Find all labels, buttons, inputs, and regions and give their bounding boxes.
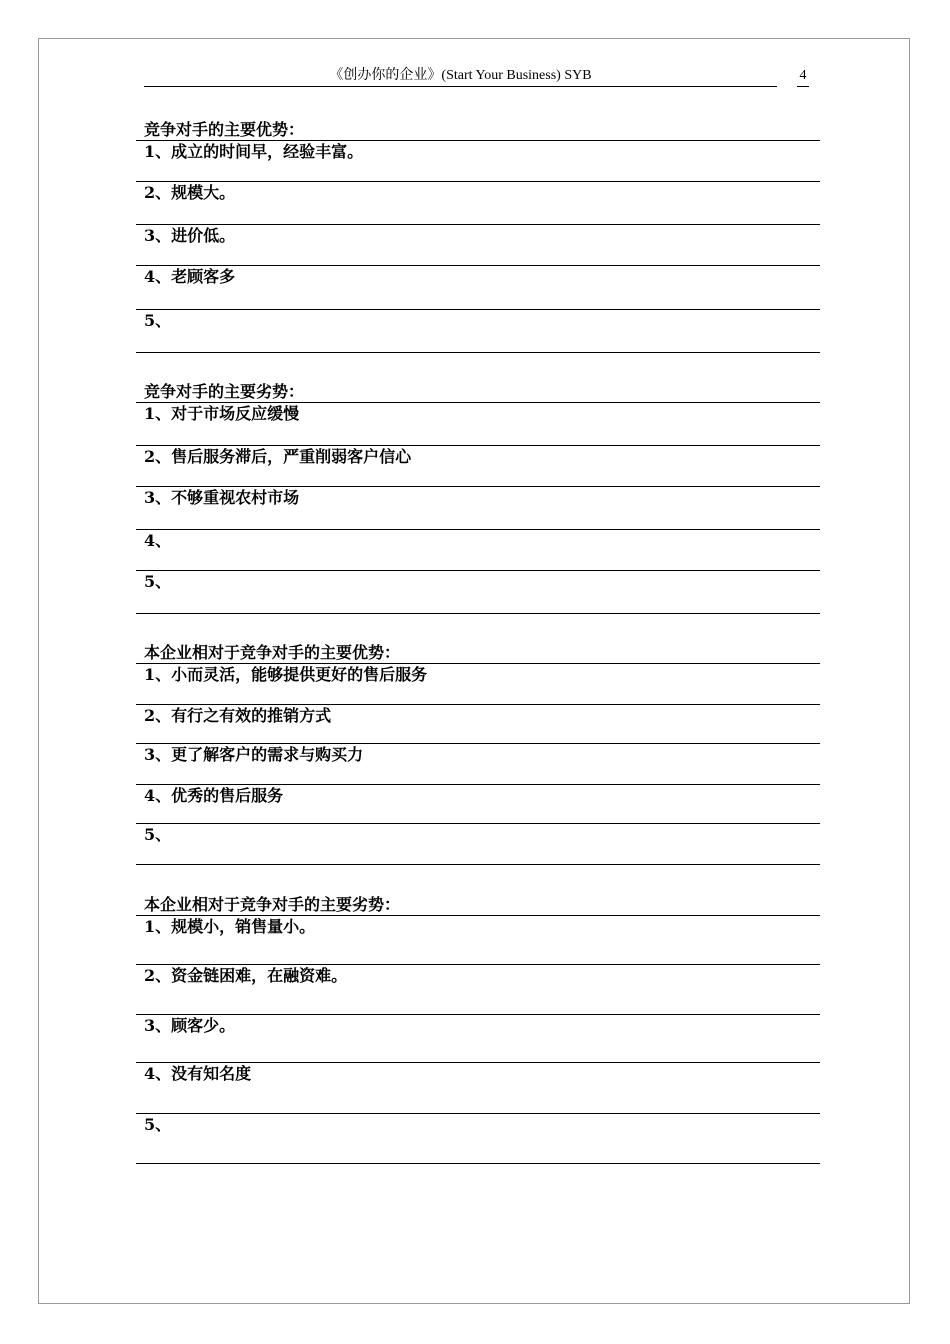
list-item: 4、 [136,530,820,571]
list-item: 2、规模大。 [136,182,820,225]
list-item: 4、老顾客多 [136,266,820,310]
list-item: 1、成立的时间早，经验丰富。 [136,141,820,182]
list-item: 1、小而灵活，能够提供更好的售后服务 [136,664,820,705]
section-competitor-strengths [136,119,820,353]
section-title: 本企业相对于竞争对手的主要劣势： [136,894,820,916]
section-title: 本企业相对于竞争对手的主要优势： [136,642,820,664]
list-item: 4、没有知名度 [136,1063,820,1114]
list-item: 5、 [136,824,820,865]
section-our-strengths [136,642,820,865]
list-item: 3、顾客少。 [136,1015,820,1063]
section-competitor-weaknesses [136,381,820,614]
list-item: 1、规模小，销售量小。 [136,916,820,965]
header-title: 《创办你的企业》(Start Your Business) SYB [144,66,777,87]
list-item: 1、对于市场反应缓慢 [136,403,820,446]
list-item: 3、更了解客户的需求与购买力 [136,744,820,785]
list-item: 2、售后服务滞后，严重削弱客户信心 [136,446,820,487]
list-item: 5、 [136,310,820,353]
list-item: 3、不够重视农村市场 [136,487,820,530]
section-our-weaknesses [136,894,820,1164]
list-item: 2、有行之有效的推销方式 [136,705,820,744]
page-number: 4 [797,66,809,87]
section-title: 竞争对手的主要劣势： [136,381,820,403]
section-title: 竞争对手的主要优势： [136,119,820,141]
list-item: 2、资金链困难，在融资难。 [136,965,820,1015]
list-item: 5、 [136,571,820,614]
list-item: 5、 [136,1114,820,1164]
list-item: 4、优秀的售后服务 [136,785,820,824]
list-item: 3、进价低。 [136,225,820,266]
